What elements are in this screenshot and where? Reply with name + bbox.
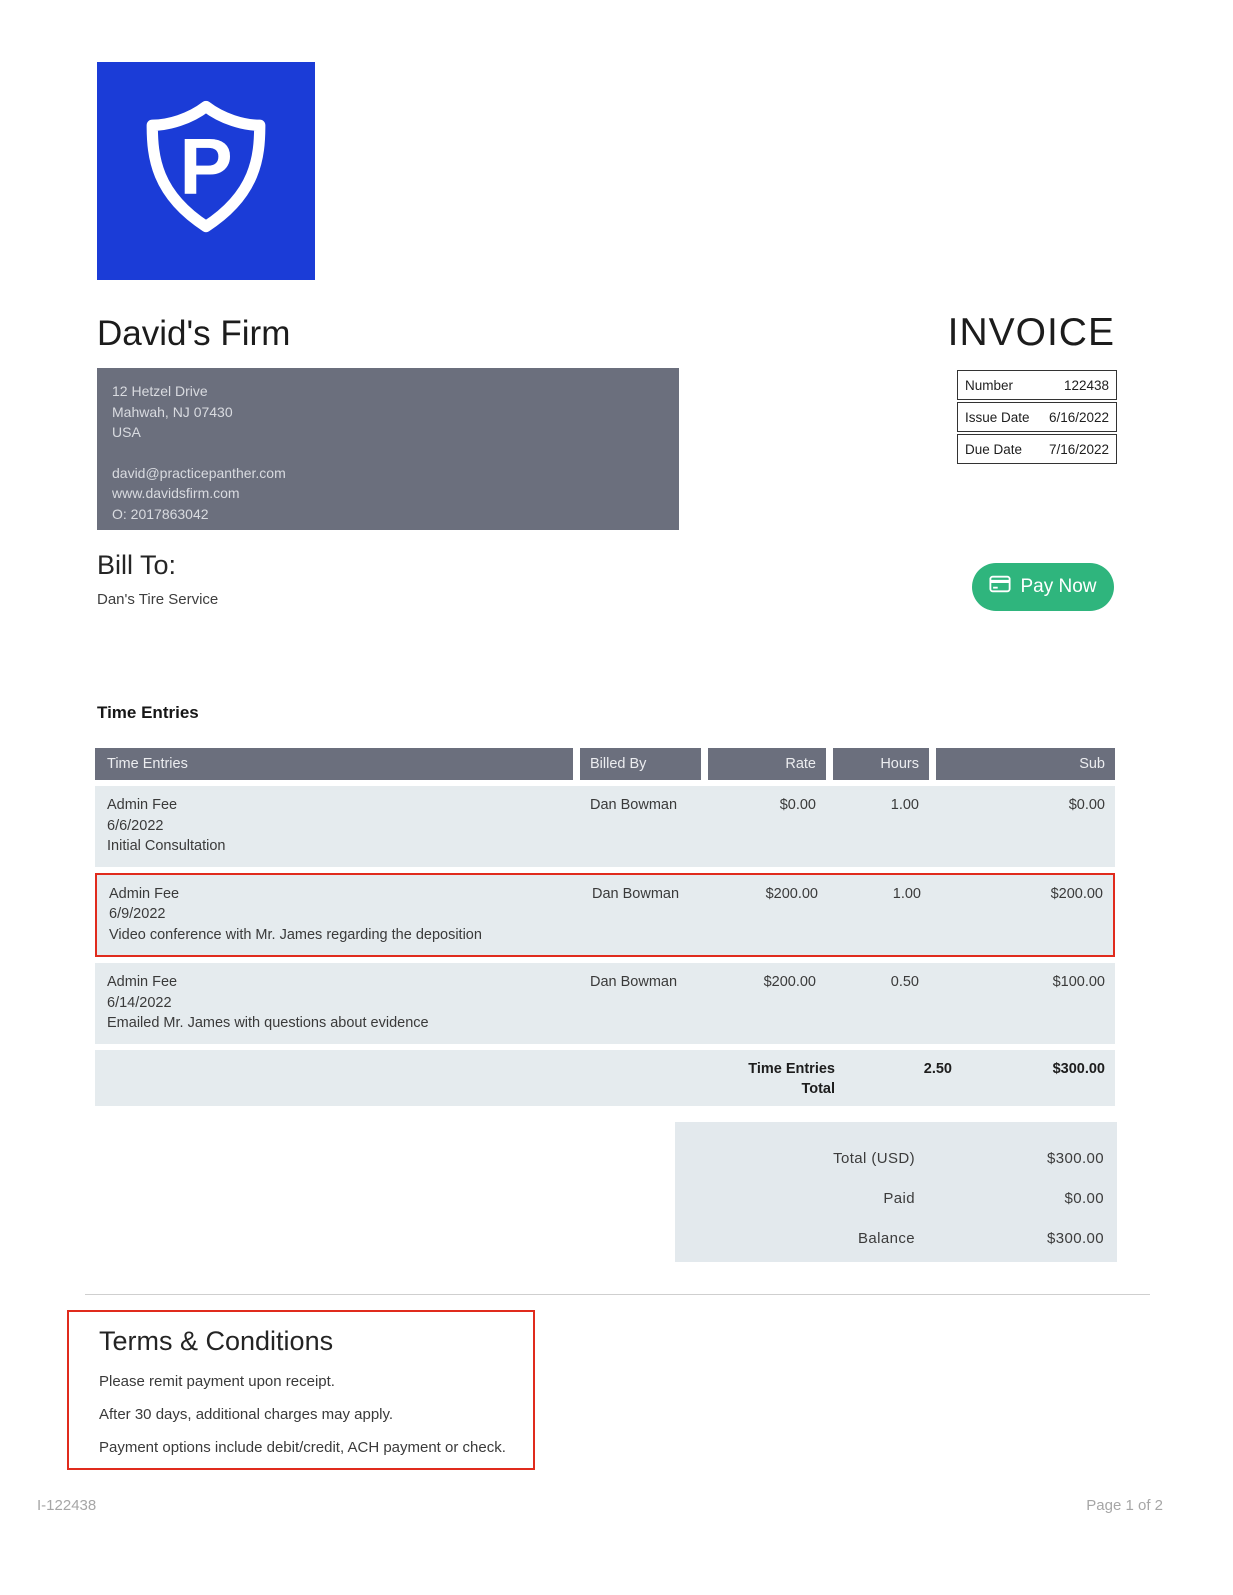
panther-shield-icon (131, 91, 281, 252)
entry-date: 6/6/2022 (107, 817, 164, 834)
terms-and-conditions-box (67, 1310, 535, 1470)
bill-to-heading: Bill To: (97, 550, 177, 580)
bill-to-client: Dan's Tire Service (97, 591, 219, 608)
column-header-billed-by: Billed By (580, 748, 701, 780)
issue-date-value: 6/16/2022 (1048, 409, 1109, 425)
summary-paid-label: Paid (883, 1189, 915, 1207)
total-sub: $300.00 (1052, 1060, 1105, 1077)
issue-date-label: Issue Date (965, 409, 1030, 425)
entry-description: Video conference with Mr. James regarding the deposition (109, 926, 482, 943)
entry-sub: $200.00 (1050, 885, 1103, 902)
due-date-label: Due Date (965, 441, 1023, 457)
summary-total-row (675, 1138, 1117, 1178)
pay-now-button[interactable] (972, 563, 1114, 611)
svg-text:P: P (179, 121, 233, 211)
time-entry-row-highlighted (95, 873, 1115, 958)
summary-paid-row (675, 1178, 1117, 1218)
terms-title: Terms & Conditions (99, 1326, 334, 1356)
entry-hours: 1.00 (890, 797, 919, 813)
section-divider (85, 1294, 1150, 1295)
entry-billed-by: Dan Bowman (590, 797, 678, 813)
entry-name: Admin Fee (109, 885, 180, 902)
entry-name: Admin Fee (107, 797, 178, 813)
practicepanther-logo (97, 62, 315, 280)
credit-card-icon (989, 575, 1011, 599)
column-header-rate: Rate (708, 748, 826, 780)
time-entry-row (95, 786, 1115, 867)
invoice-summary-box (675, 1122, 1117, 1262)
invoice-number-row (957, 370, 1117, 400)
entry-description: Emailed Mr. James with questions about evidence (107, 1015, 429, 1031)
address-line: Mahwah, NJ 07430 (112, 403, 233, 420)
entry-details-cell (95, 972, 573, 1034)
time-entries-table (95, 748, 1115, 1106)
firm-email: david@practicepanther.com (112, 464, 286, 481)
time-entries-total-row (95, 1050, 1115, 1106)
page-indicator: Page 1 of 2 (1086, 1497, 1163, 1514)
invoice-number-value: 122438 (1063, 377, 1109, 393)
column-header-time-entries: Time Entries (95, 748, 573, 780)
entry-hours: 0.50 (890, 974, 919, 990)
entry-rate: $0.00 (779, 797, 816, 813)
entry-rate: $200.00 (765, 885, 818, 902)
entry-rate: $200.00 (763, 974, 816, 990)
entry-hours: 1.00 (892, 885, 921, 902)
table-header-row (95, 748, 1115, 780)
entry-billed-by: Dan Bowman (592, 885, 680, 902)
entry-sub: $100.00 (1052, 974, 1105, 990)
due-date-value: 7/16/2022 (1048, 441, 1109, 457)
invoice-title: INVOICE (947, 311, 1115, 354)
entry-details-cell (95, 795, 573, 857)
firm-contact-block (112, 463, 664, 525)
due-date-row (957, 434, 1117, 464)
entry-details-cell (97, 884, 575, 946)
address-line: USA (112, 424, 141, 440)
summary-balance-row (675, 1218, 1117, 1258)
total-label: Time Entries Total (748, 1060, 835, 1097)
terms-line: Payment options include debit/credit, ACH payment or check. (99, 1439, 506, 1456)
entry-sub: $0.00 (1068, 797, 1105, 813)
summary-total-value: $300.00 (1046, 1149, 1104, 1167)
column-header-hours: Hours (833, 748, 929, 780)
invoice-number-label: Number (965, 377, 1014, 393)
column-header-sub: Sub (936, 748, 1115, 780)
entry-date: 6/14/2022 (107, 994, 172, 1011)
invoice-reference: I-122438 (37, 1497, 97, 1514)
invoice-meta-table (957, 370, 1117, 466)
firm-name: David's Firm (97, 314, 291, 353)
firm-address-box (97, 368, 679, 530)
summary-balance-label: Balance (857, 1229, 915, 1247)
address-line: 12 Hetzel Drive (112, 383, 208, 399)
terms-line: After 30 days, additional charges may apply. (99, 1406, 394, 1423)
firm-phone: O: 2017863042 (112, 505, 209, 522)
time-entries-section-title: Time Entries (97, 703, 199, 722)
summary-total-label: Total (USD) (833, 1149, 915, 1167)
time-entry-row (95, 963, 1115, 1044)
total-hours: 2.50 (923, 1060, 952, 1077)
summary-paid-value: $0.00 (1064, 1189, 1104, 1207)
pay-now-label: Pay Now (1020, 576, 1097, 597)
entry-billed-by: Dan Bowman (590, 974, 678, 990)
summary-balance-value: $300.00 (1046, 1229, 1104, 1247)
entry-name: Admin Fee (107, 974, 178, 990)
entry-description: Initial Consultation (107, 838, 226, 854)
issue-date-row (957, 402, 1117, 432)
terms-line: Please remit payment upon receipt. (99, 1373, 335, 1390)
entry-date: 6/9/2022 (109, 906, 166, 922)
firm-website: www.davidsfirm.com (112, 485, 240, 501)
